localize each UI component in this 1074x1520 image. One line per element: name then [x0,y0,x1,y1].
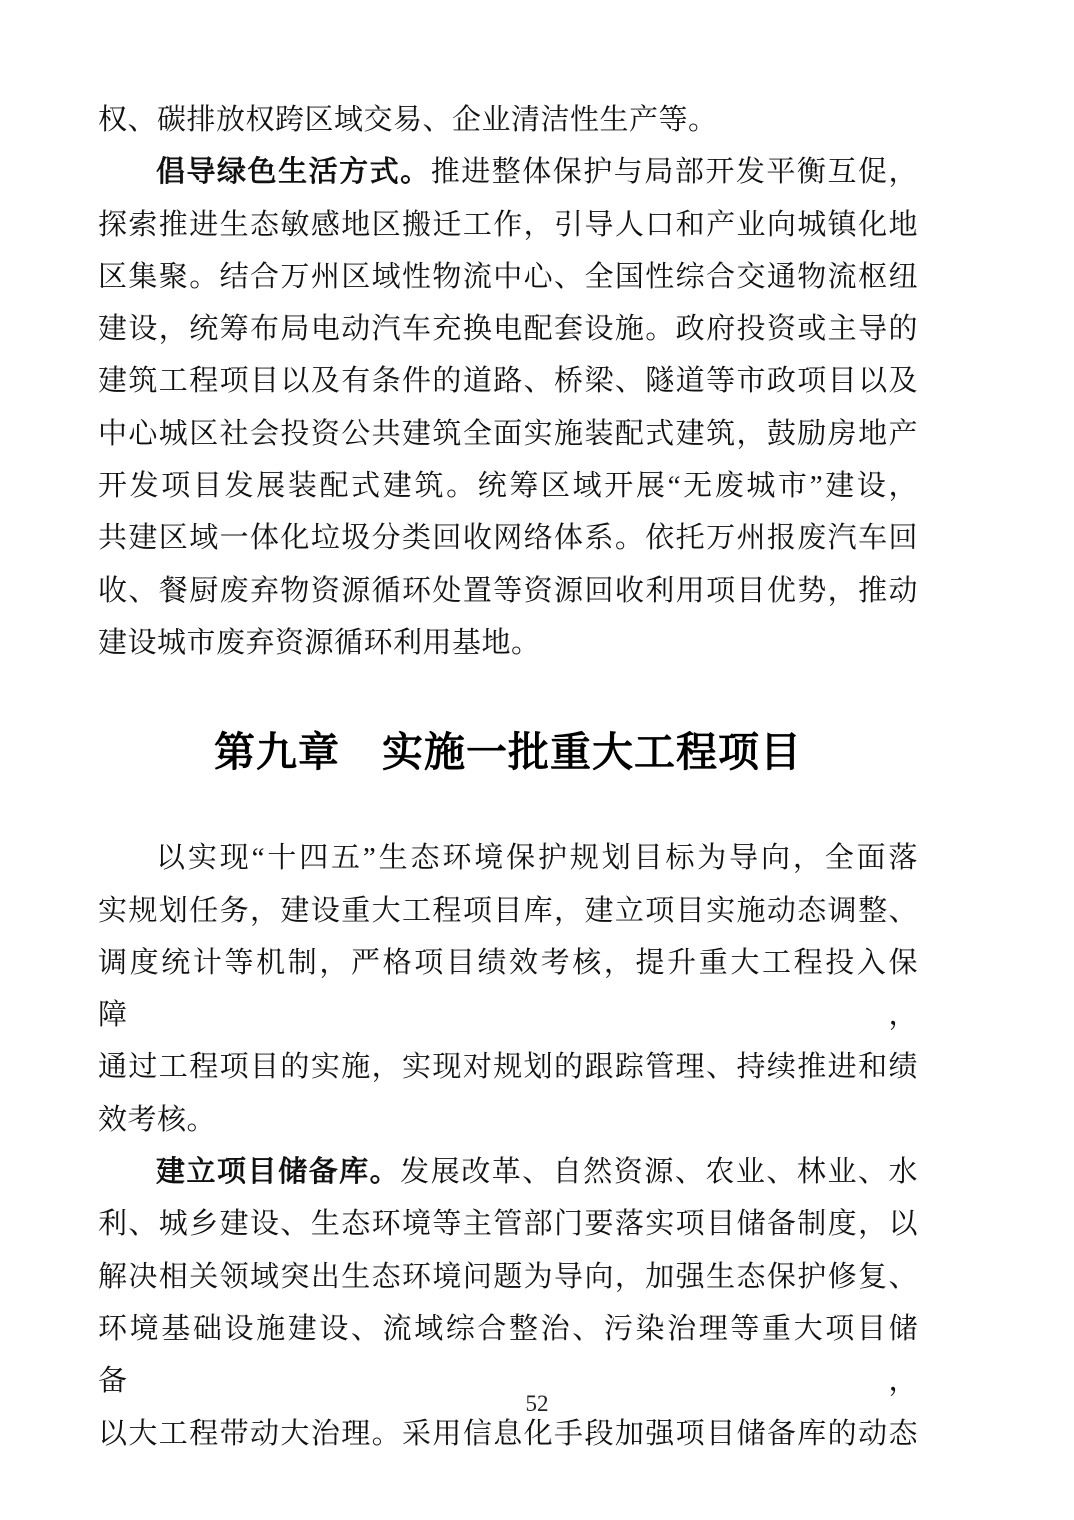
text-line: 探索推进生态敏感地区搬迁工作，引导人口和产业向城镇化地 [98,208,918,241]
text-line: 权、碳排放权跨区域交易、企业清洁性生产等。 [98,104,718,136]
text-line: 开发项目发展装配式建筑。统筹区域开展“无废城市”建设， [98,470,918,503]
paragraph-carryover [98,94,918,146]
text-line: 建设城市废弃资源循环利用基地。 [98,626,541,659]
chapter-heading: 第九章 实施一批重大工程项目 [214,729,802,776]
text-run: 推进整体保护与局部开发平衡互促， [430,156,918,189]
text-run: 发展改革、自然资源、农业、林业、水 [400,1156,918,1189]
text-line: 区集聚。结合万州区域性物流中心、全国性综合交通物流枢纽 [98,260,918,293]
text-line: 以实现“十四五”生态环境保护规划目标为导向，全面落 [156,842,918,875]
paragraph-lead-bold: 建立项目储备库。 [156,1156,401,1189]
text-line: 环境基础设施建设、流域综合整治、污染治理等重大项目储备， [98,1312,918,1398]
text-line: 调度统计等机制，严格项目绩效考核，提升重大工程投入保障， [98,946,918,1032]
text-line: 效考核。 [98,1103,217,1136]
text-line: 中心城区社会投资公共建筑全面实施装配式建筑，鼓励房地产 [98,417,918,450]
text-line: 建筑工程项目以及有条件的道路、桥梁、隧道等市政项目以及 [98,365,918,398]
text-line: 解决相关领域突出生态环境问题为导向，加强生态保护修复、 [98,1260,918,1293]
text-line: 实规划任务，建设重大工程项目库，建立项目实施动态调整、 [98,894,918,927]
text-line: 以大工程带动大治理。采用信息化手段加强项目储备库的动态 [98,1417,918,1450]
paragraph-plan-implementation [98,832,918,1146]
paragraph-lead-bold: 倡导绿色生活方式。 [156,156,431,189]
page-body [98,94,918,1460]
text-line [98,1146,918,1198]
text-line: 收、餐厨废弃物资源循环处置等资源回收利用项目优势，推动 [98,574,918,607]
text-line: 建设，统筹布局电动汽车充换电配套设施。政府投资或主导的 [98,313,918,346]
paragraph-green-lifestyle [98,146,918,669]
text-line: 通过工程项目的实施，实现对规划的跟踪管理、持续推进和绩 [98,1051,918,1084]
text-line: 共建区域一体化垃圾分类回收网络体系。依托万州报废汽车回 [98,522,918,555]
page-number: 52 [525,1391,549,1416]
text-line: 利、城乡建设、生态环境等主管部门要落实项目储备制度，以 [98,1208,918,1241]
text-line [98,146,918,198]
